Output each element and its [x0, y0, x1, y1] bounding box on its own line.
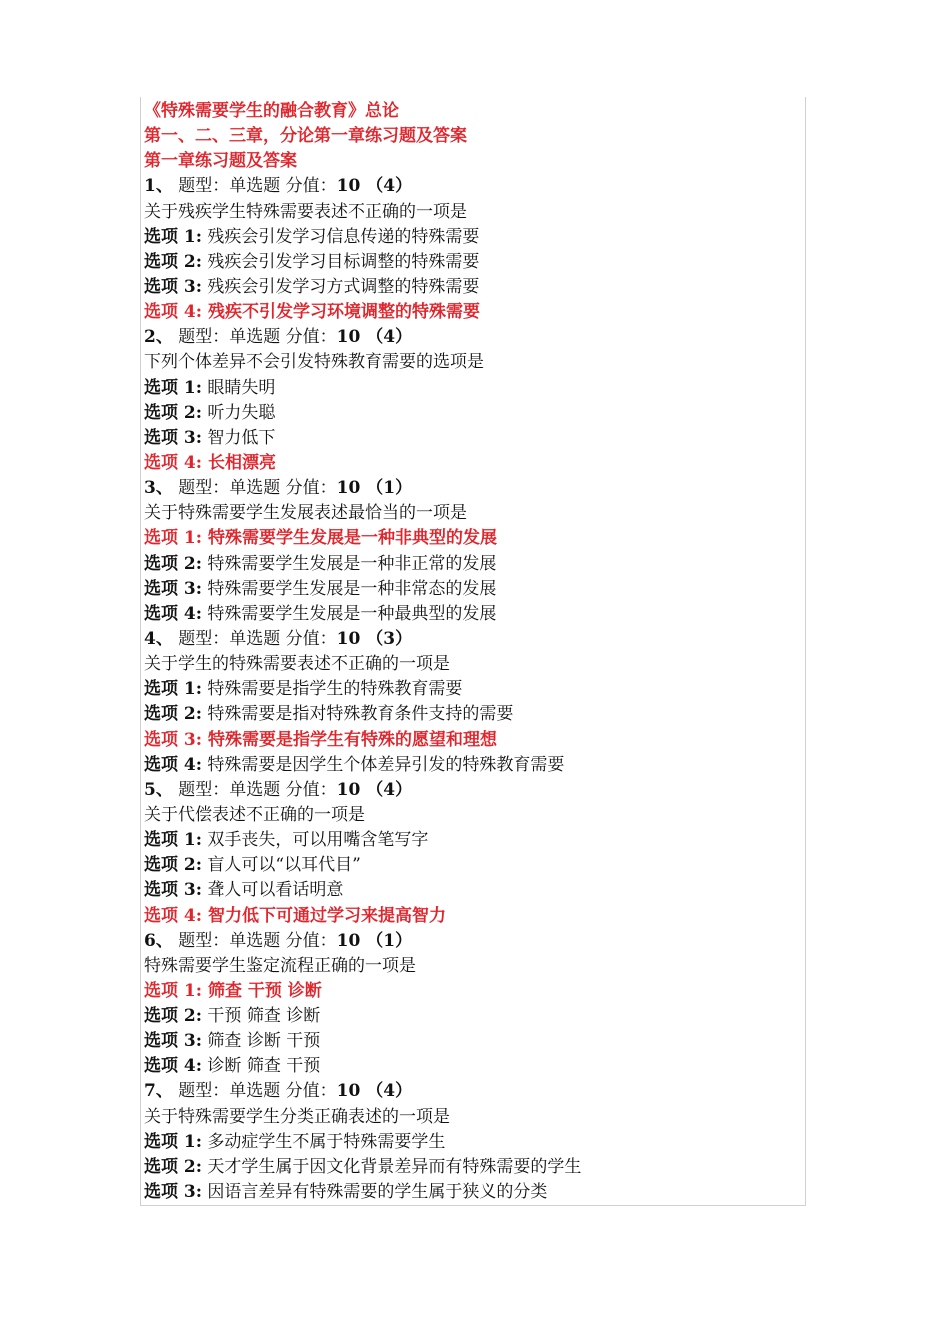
option-label: 选项 1:: [144, 679, 203, 700]
option: [144, 702, 804, 727]
question-header: [144, 174, 804, 199]
option-label: 选项 2:: [144, 855, 203, 876]
question-number: 2、: [144, 327, 173, 348]
question-score: 10: [336, 327, 361, 348]
question-answer: （1）: [366, 478, 413, 499]
question-score: 10: [336, 930, 361, 951]
option-text: 特殊需要是指对特殊教育条件支持的需要: [202, 704, 514, 725]
option-text: 盲人可以“以耳代目”: [202, 855, 361, 876]
option-text: 诊断 筛查 干预: [202, 1056, 321, 1077]
option: [144, 853, 804, 878]
option: [144, 1029, 804, 1054]
option: [144, 225, 804, 250]
question-number: 5、: [144, 779, 173, 800]
question-header: [144, 778, 804, 803]
question-answer: （4）: [366, 327, 413, 348]
option: [144, 1054, 804, 1079]
option-text: 残疾会引发学习方式调整的特殊需要: [202, 276, 480, 297]
option-text: 特殊需要学生发展是一种非典型的发展: [202, 528, 497, 549]
question-header: [144, 929, 804, 954]
correct-option: [144, 904, 804, 929]
correct-option: [144, 451, 804, 476]
option-text: 残疾会引发学习目标调整的特殊需要: [202, 251, 480, 272]
option-label: 选项 4:: [144, 754, 203, 775]
question-type-label: 题型：单选题 分值：: [172, 176, 337, 197]
question-type-label: 题型：单选题 分值：: [172, 1081, 337, 1102]
option-label: 选项 1:: [144, 377, 203, 398]
option-text: 筛查 干预 诊断: [202, 980, 322, 1001]
option: [144, 552, 804, 577]
question-header: [144, 476, 804, 501]
question-type-label: 题型：单选题 分值：: [172, 628, 337, 649]
question-stem: 关于代偿表述不正确的一项是: [144, 804, 365, 825]
heading-1: 《特殊需要学生的融合教育》总论: [144, 101, 399, 121]
question-header: [144, 1079, 804, 1104]
question-stem: 关于学生的特殊需要表述不正确的一项是: [144, 654, 450, 675]
question-type-label: 题型：单选题 分值：: [172, 478, 337, 499]
option: [144, 426, 804, 451]
option-text: 特殊需要学生发展是一种非正常的发展: [202, 553, 497, 574]
option-text: 因语言差异有特殊需要的学生属于狭义的分类: [202, 1182, 548, 1203]
question-score: 10: [336, 628, 361, 649]
option: [144, 1130, 804, 1155]
option-text: 聋人可以看话明意: [202, 880, 344, 901]
option: [144, 401, 804, 426]
option-text: 残疾会引发学习信息传递的特殊需要: [202, 226, 480, 247]
question-stem: 关于残疾学生特殊需要表述不正确的一项是: [144, 201, 467, 222]
option: [144, 753, 804, 778]
option: [144, 602, 804, 627]
question-header: [144, 627, 804, 652]
question-answer: （3）: [366, 628, 413, 649]
question-number: 1、: [144, 176, 173, 197]
option-text: 眼睛失明: [202, 377, 276, 398]
option-label: 选项 4:: [144, 603, 203, 624]
option-label: 选项 3:: [144, 1182, 203, 1203]
question-number: 6、: [144, 930, 173, 951]
option-text: 筛查 诊断 干预: [202, 1031, 321, 1052]
option-label: 选项 2:: [144, 402, 203, 423]
option: [144, 250, 804, 275]
question-number: 3、: [144, 478, 173, 499]
option-label: 选项 4:: [144, 905, 203, 926]
option-label: 选项 1:: [144, 980, 203, 1001]
question-answer: （1）: [366, 930, 413, 951]
option-text: 特殊需要是因学生个体差异引发的特殊教育需要: [202, 754, 565, 775]
option-label: 选项 2:: [144, 251, 203, 272]
option: [144, 275, 804, 300]
question-score: 10: [336, 478, 361, 499]
option-label: 选项 1:: [144, 830, 203, 851]
option: [144, 1155, 804, 1180]
question-score: 10: [336, 779, 361, 800]
option: [144, 878, 804, 903]
question-stem: 关于特殊需要学生发展表述最恰当的一项是: [144, 503, 467, 524]
option-text: 特殊需要是指学生有特殊的愿望和理想: [202, 729, 497, 750]
correct-option: [144, 526, 804, 551]
option-label: 选项 3:: [144, 729, 203, 750]
option-label: 选项 2:: [144, 704, 203, 725]
option-label: 选项 1:: [144, 528, 203, 549]
option-label: 选项 1:: [144, 1131, 203, 1152]
option-label: 选项 2:: [144, 1156, 203, 1177]
question-stem: 下列个体差异不会引发特殊教育需要的选项是: [144, 352, 484, 373]
question-header: [144, 325, 804, 350]
question-number: 7、: [144, 1081, 173, 1102]
option-text: 智力低下可通过学习来提高智力: [202, 905, 446, 926]
option-text: 特殊需要学生发展是一种非常态的发展: [202, 578, 497, 599]
option-label: 选项 1:: [144, 226, 203, 247]
heading-2: 第一、二、三章，分论第一章练习题及答案: [144, 126, 467, 147]
option: [144, 677, 804, 702]
correct-option: [144, 979, 804, 1004]
question-answer: （4）: [366, 779, 413, 800]
option-text: 特殊需要学生发展是一种最典型的发展: [202, 603, 497, 624]
question-type-label: 题型：单选题 分值：: [172, 930, 337, 951]
option-label: 选项 2:: [144, 553, 203, 574]
option-text: 听力失聪: [202, 402, 276, 423]
option-label: 选项 4:: [144, 1056, 203, 1077]
question-type-label: 题型：单选题 分值：: [172, 327, 337, 348]
option: [144, 577, 804, 602]
option-label: 选项 3:: [144, 427, 203, 448]
option-text: 天才学生属于因文化背景差异而有特殊需要的学生: [202, 1156, 582, 1177]
correct-option: [144, 728, 804, 753]
question-score: 10: [336, 176, 361, 197]
option-text: 特殊需要是指学生的特殊教育需要: [202, 679, 463, 700]
option: [144, 828, 804, 853]
option-text: 双手丧失，可以用嘴含笔写字: [202, 830, 429, 851]
document-body: [144, 99, 804, 1205]
question-number: 4、: [144, 628, 173, 649]
option-text: 多动症学生不属于特殊需要学生: [202, 1131, 446, 1152]
question-score: 10: [336, 1081, 361, 1102]
option-label: 选项 4:: [144, 452, 203, 473]
question-stem: 特殊需要学生鉴定流程正确的一项是: [144, 955, 416, 976]
option-text: 智力低下: [202, 427, 276, 448]
question-answer: （4）: [366, 1081, 413, 1102]
option-text: 长相漂亮: [202, 452, 276, 473]
option-label: 选项 3:: [144, 578, 203, 599]
option-text: 残疾不引发学习环境调整的特殊需要: [202, 302, 480, 323]
option-label: 选项 4:: [144, 302, 203, 323]
question-answer: （4）: [366, 176, 413, 197]
correct-option: [144, 300, 804, 325]
option: [144, 376, 804, 401]
option-label: 选项 3:: [144, 1031, 203, 1052]
option-label: 选项 3:: [144, 880, 203, 901]
question-stem: 关于特殊需要学生分类正确表述的一项是: [144, 1106, 450, 1127]
heading-3: 第一章练习题及答案: [144, 151, 297, 172]
option: [144, 1004, 804, 1029]
option-label: 选项 2:: [144, 1006, 203, 1027]
option-text: 干预 筛查 诊断: [202, 1006, 321, 1027]
question-type-label: 题型：单选题 分值：: [172, 779, 337, 800]
option: [144, 1180, 804, 1205]
option-label: 选项 3:: [144, 276, 203, 297]
